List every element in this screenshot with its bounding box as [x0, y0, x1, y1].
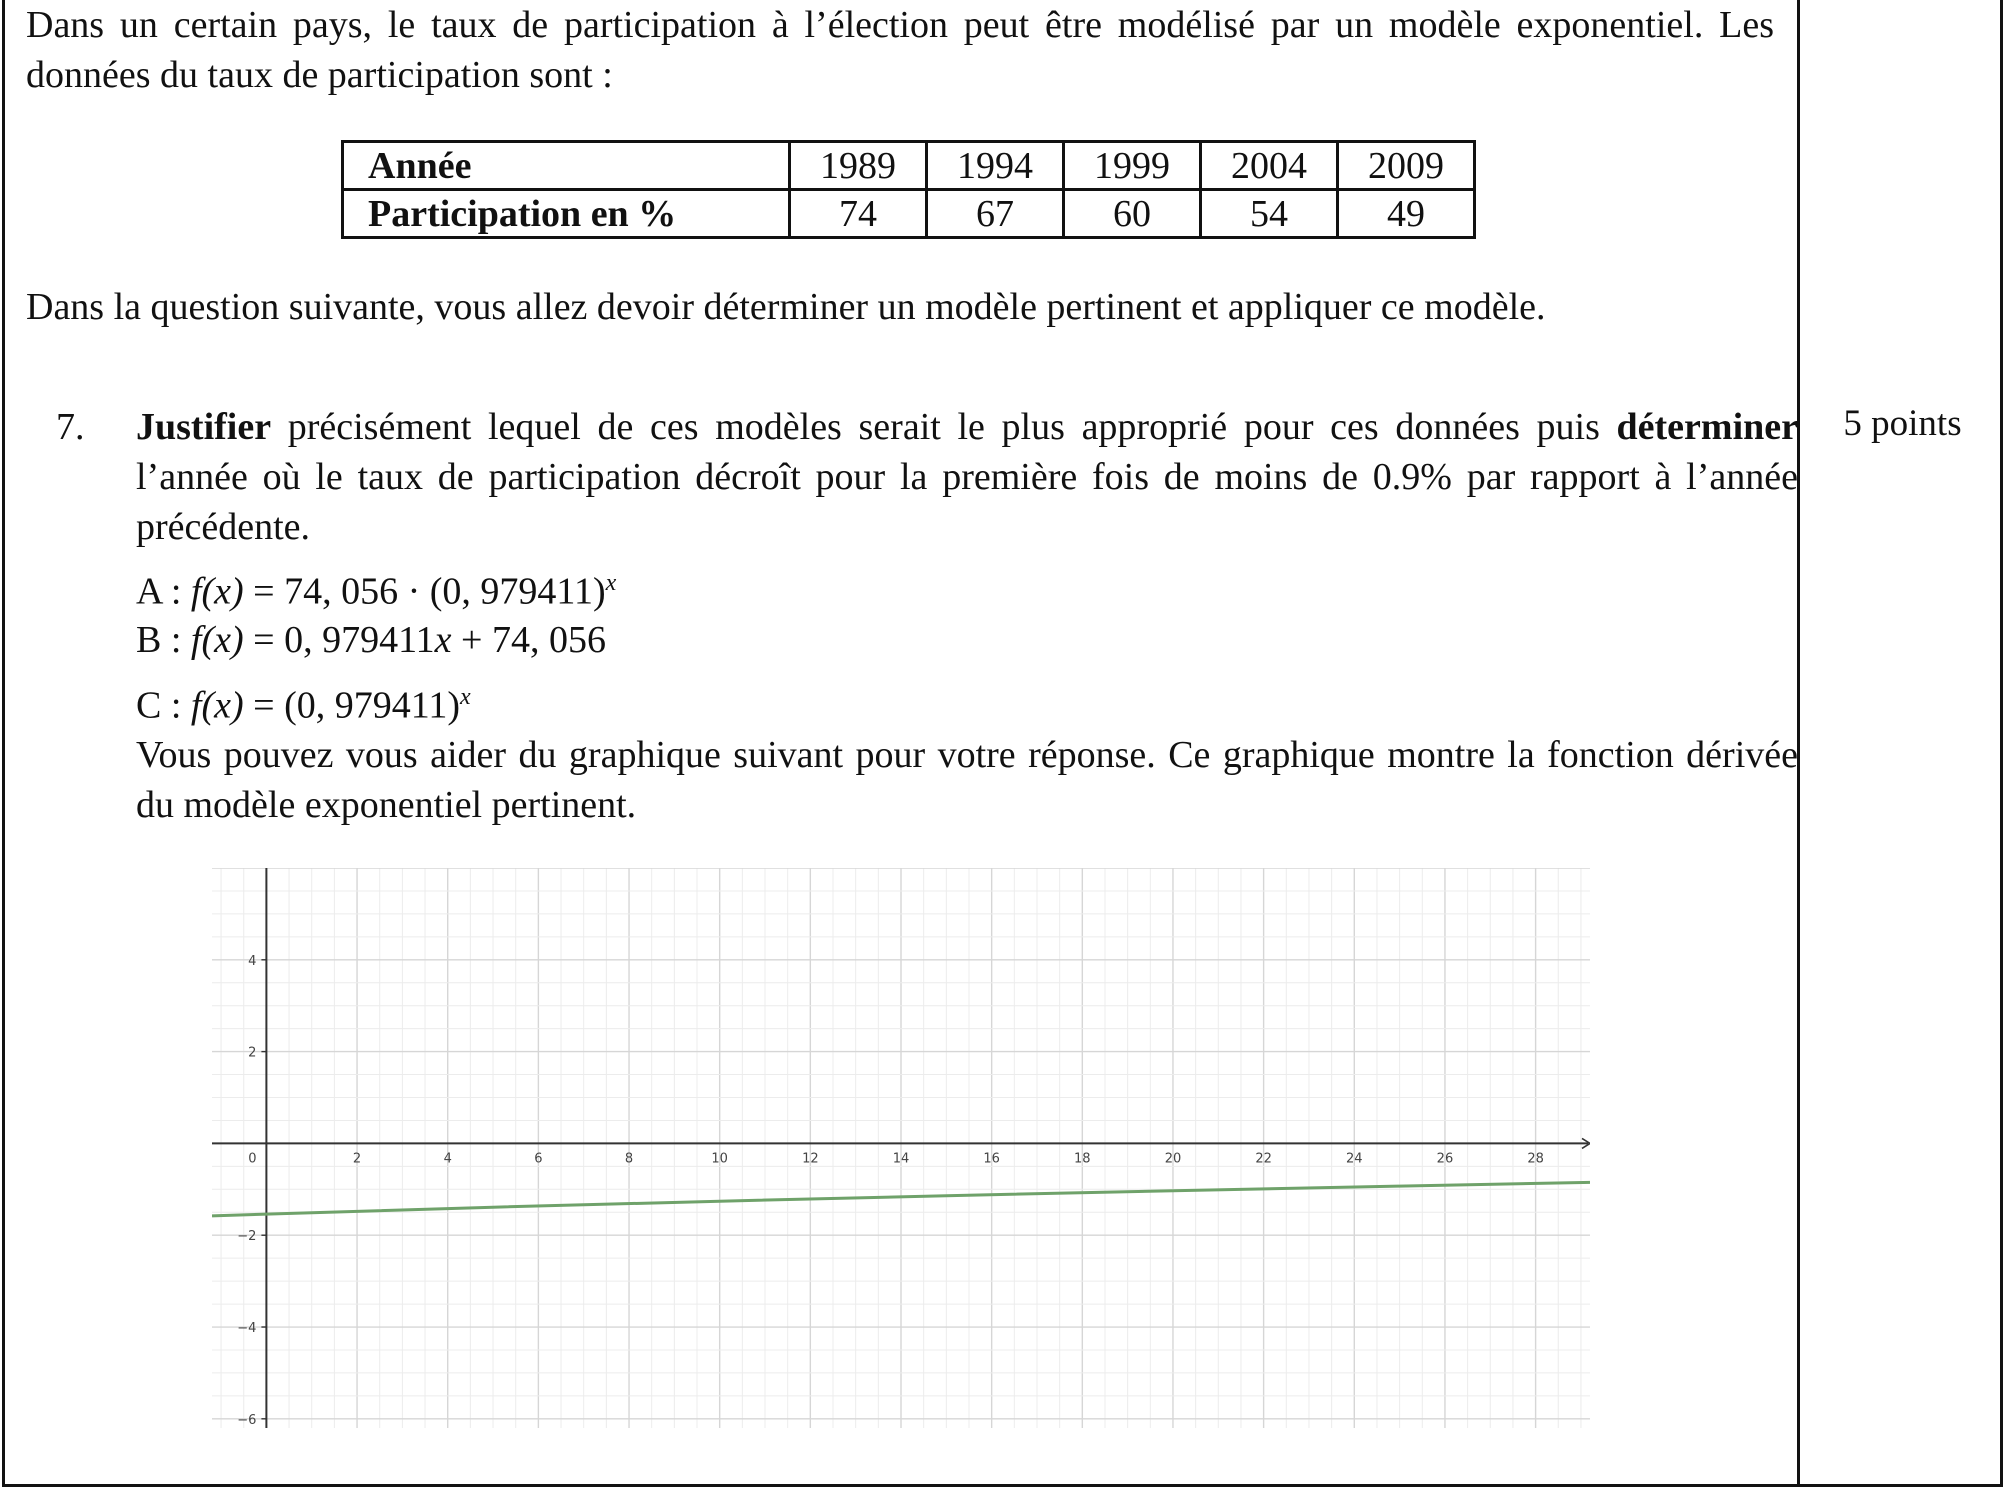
formula-c	[136, 672, 471, 731]
table-cell: 60	[1064, 190, 1201, 238]
question-number: 7.	[56, 406, 85, 448]
y-tick-label: −4	[237, 1321, 257, 1337]
hint-paragraph: Vous pouvez vous aider du graphique suivant pour votre réponse. Ce graphique montre la fonction dérivée du modèle exponentiel pertinent.	[136, 734, 1798, 826]
x-tick-label: 16	[983, 1151, 1000, 1167]
intro-paragraph: Dans un certain pays, le taux de participation à l’élection peut être modélisé par un modèle exponentiel. Les données du taux de participation sont :	[26, 4, 1774, 96]
table-row-years	[343, 142, 1475, 190]
points-label: 5 points	[1843, 403, 1962, 444]
keyword-determiner: déterminer	[1616, 406, 1798, 448]
y-tick-label: −2	[237, 1229, 257, 1245]
keyword-justifier: Justifier	[136, 406, 272, 448]
x-tick-label: 12	[802, 1151, 819, 1167]
table-cell: 74	[790, 190, 927, 238]
y-tick-label: 2	[248, 1045, 257, 1061]
x-tick-label: 26	[1436, 1151, 1454, 1167]
y-tick-label: 4	[248, 953, 257, 969]
y-tick-label: −6	[237, 1412, 257, 1428]
formula-c-expression: = (0, 979411)	[253, 684, 460, 727]
formula-b-expression: = 0, 979411	[253, 619, 435, 661]
formula-b	[136, 615, 606, 665]
formula-a-label: A :	[136, 570, 191, 613]
table-cell: 1999	[1064, 142, 1201, 190]
table-cell: 2009	[1338, 142, 1475, 190]
x-tick-label: 14	[892, 1151, 910, 1167]
table-cell: 2004	[1201, 142, 1338, 190]
x-tick-label: 18	[1074, 1151, 1091, 1167]
row-header-year: Année	[343, 142, 790, 190]
x-tick-label: 10	[711, 1151, 728, 1167]
table-cell: 54	[1201, 190, 1338, 238]
formula-b-fx: f(x)	[190, 619, 244, 661]
x-tick-label: 2	[352, 1151, 362, 1167]
x-tick-label: 0	[248, 1151, 257, 1167]
formula-b-variable: x	[434, 619, 452, 661]
x-tick-label: 28	[1527, 1151, 1544, 1167]
formula-a-expression: = 74, 056 · (0, 979411)	[253, 570, 606, 613]
x-tick-label: 24	[1346, 1151, 1363, 1167]
formula-b-label: B :	[136, 619, 191, 661]
x-tick-label: 20	[1164, 1151, 1182, 1167]
instruction-paragraph: Dans la question suivante, vous allez devoir déterminer un modèle pertinent et appliquer ce modèle.	[26, 286, 1546, 328]
derivative-graph	[212, 868, 1590, 1428]
formula-c-label: C :	[136, 684, 191, 727]
formula-a-fx: f(x)	[190, 570, 244, 613]
table-cell: 49	[1338, 190, 1475, 238]
table-cell: 67	[927, 190, 1064, 238]
question-text	[136, 402, 1798, 552]
formula-c-exponent: x	[459, 684, 471, 710]
x-tick-label: 4	[443, 1151, 452, 1167]
x-tick-label: 22	[1255, 1151, 1272, 1167]
question-text-part2: l’année où le taux de participation décroît pour la première fois de moins de 0.9% par rapport à l’année précédente.	[136, 456, 1798, 548]
row-header-participation: Participation en %	[343, 190, 790, 238]
question-text-part1: précisément lequel de ces modèles serait le plus approprié pour ces données puis	[271, 406, 1617, 448]
table-row-participation	[343, 190, 1475, 238]
formula-a-exponent: x	[605, 570, 617, 596]
table-cell: 1994	[927, 142, 1064, 190]
participation-table	[341, 140, 1476, 239]
formula-c-fx: f(x)	[190, 684, 244, 727]
formula-b-tail: + 74, 056	[451, 619, 606, 661]
table-cell: 1989	[790, 142, 927, 190]
x-tick-label: 8	[624, 1151, 634, 1167]
formula-a	[136, 558, 616, 617]
x-tick-label: 6	[534, 1151, 543, 1167]
